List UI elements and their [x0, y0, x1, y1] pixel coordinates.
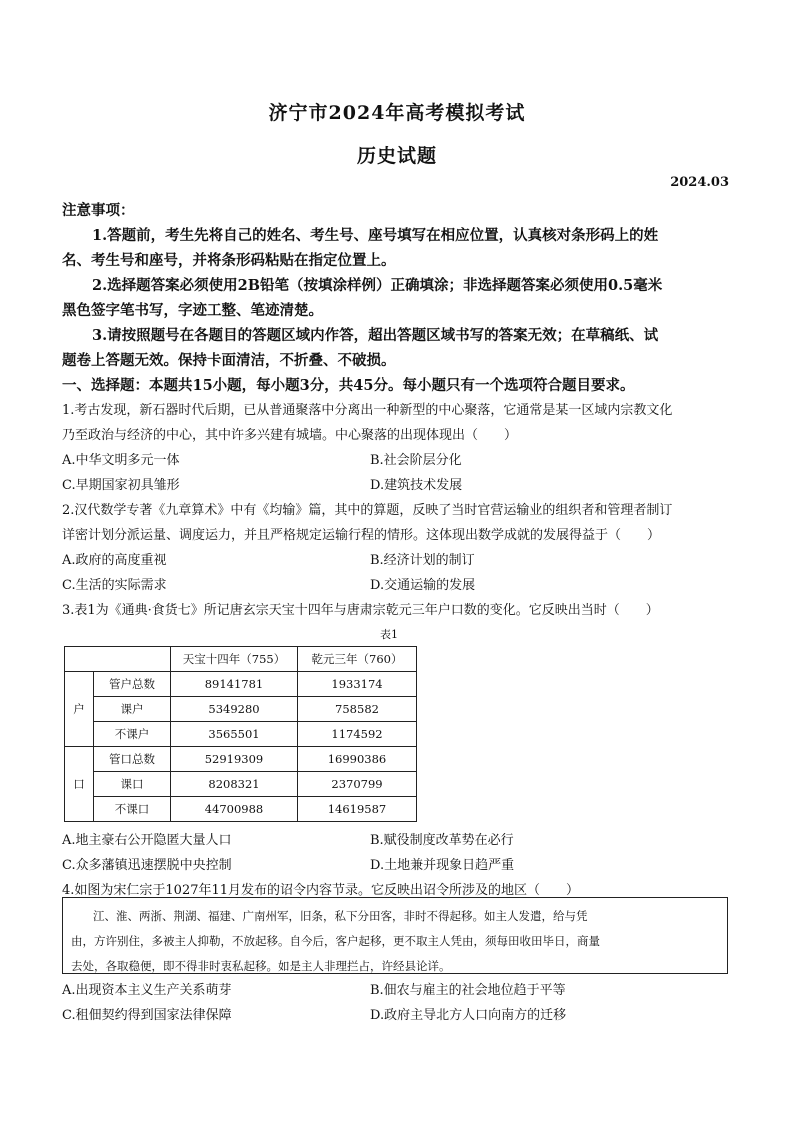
table-row-label: 管口总数	[94, 747, 171, 772]
table-cell: 16990386	[298, 747, 417, 772]
edict-excerpt-box	[62, 897, 728, 974]
q2-option-a: A.政府的高度重视	[62, 553, 167, 568]
notice-heading: 注意事项：	[62, 202, 135, 219]
q3-stem: 3.表1为《通典·食货七》所记唐玄宗天宝十四年与唐肃宗乾元三年户口数的变化。它反映出当时（ ）	[62, 603, 659, 618]
table-row	[65, 722, 417, 747]
q3-option-d: D.土地兼并现象日趋严重	[370, 858, 515, 873]
table-row-label: 不课口	[94, 797, 171, 822]
q4-option-a: A.出现资本主义生产关系萌芽	[62, 983, 232, 998]
table-col-header: 天宝十四年（755）	[171, 647, 298, 672]
q2-stem-line-2: 详密计划分派运量、调度运力，并且严格规定运输行程的情形。这体现出数学成就的发展得益于（ ）	[62, 528, 661, 543]
q2-option-b: B.经济计划的制订	[370, 553, 475, 568]
table-row	[65, 697, 417, 722]
table-row	[65, 772, 417, 797]
table-cell: 44700988	[171, 797, 298, 822]
q4-option-c: C.租佃契约得到国家法律保障	[62, 1008, 232, 1023]
q2-stem-line-1: 2.汉代数学专著《九章算术》中有《均输》篇，其中的算题，反映了当时官营运输业的组织者和管理者制订	[62, 503, 673, 518]
exam-title: 济宁市2024年高考模拟考试	[268, 102, 526, 124]
notice-item-3-line-1: 3.请按照题号在各题目的答题区域内作答，超出答题区域书写的答案无效；在草稿纸、试	[92, 327, 659, 344]
q1-option-c: C.早期国家初具雏形	[62, 478, 180, 493]
table-cell: 3565501	[171, 722, 298, 747]
table-row-label: 课户	[94, 697, 171, 722]
table-row	[65, 747, 417, 772]
table-row-label: 不课户	[94, 722, 171, 747]
table-cell: 89141781	[171, 672, 298, 697]
section-heading: 一、选择题：本题共15小题，每小题3分，共45分。每小题只有一个选项符合题目要求。	[62, 377, 635, 394]
notice-item-2-line-1: 2.选择题答案必须使用2B铅笔（按填涂样例）正确填涂；非选择题答案必须使用0.5毫米	[92, 277, 663, 294]
q4-stem: 4.如图为宋仁宗于1027年11月发布的诏令内容节录。它反映出诏令所涉及的地区（ ）	[62, 883, 580, 898]
table-caption: 表1	[380, 628, 398, 641]
q2-option-c: C.生活的实际需求	[62, 578, 167, 593]
table-cell: 52919309	[171, 747, 298, 772]
notice-item-1-line-2: 名、考生号和座号，并将条形码粘贴在指定位置上。	[62, 252, 396, 269]
q3-option-c: C.众多藩镇迅速摆脱中央控制	[62, 858, 232, 873]
household-table	[64, 646, 417, 822]
table-header-row	[65, 647, 417, 672]
q1-option-b: B.社会阶层分化	[370, 453, 462, 468]
table-row-label: 管户总数	[94, 672, 171, 697]
table-row-label: 课口	[94, 772, 171, 797]
table-group-label: 户	[65, 672, 94, 747]
q4-option-d: D.政府主导北方人口向南方的迁移	[370, 1008, 567, 1023]
edict-line-3: 去处，各取稳便，即不得非时衷私起移。如是主人非理拦占，许经县论详。	[71, 959, 451, 973]
q4-option-b: B.佃农与雇主的社会地位趋于平等	[370, 983, 566, 998]
q2-option-d: D.交通运输的发展	[370, 578, 476, 593]
q3-option-a: A.地主豪右公开隐匿大量人口	[62, 833, 232, 848]
table-cell: 8208321	[171, 772, 298, 797]
q1-stem-line-2: 乃至政治与经济的中心，其中许多兴建有城墙。中心聚落的出现体现出（ ）	[62, 428, 518, 443]
notice-item-1-line-1: 1.答题前，考生先将自己的姓名、考生号、座号填写在相应位置，认真核对条形码上的姓	[92, 227, 659, 244]
notice-item-3-line-2: 题卷上答题无效。保持卡面清洁，不折叠、不破损。	[62, 352, 396, 369]
table-cell: 1174592	[298, 722, 417, 747]
edict-line-2: 由，方许别住，多被主人抑勒，不放起移。自今后，客户起移，更不取主人凭由，须每田收田毕日，商量	[71, 934, 600, 948]
exam-date: 2024.03	[670, 175, 729, 190]
table-group-label: 口	[65, 747, 94, 822]
exam-subtitle: 历史试题	[356, 145, 437, 167]
table-cell: 14619587	[298, 797, 417, 822]
notice-item-2-line-2: 黑色签字笔书写，字迹工整、笔迹清楚。	[62, 302, 323, 319]
table-col-header: 乾元三年（760）	[298, 647, 417, 672]
table-cell: 5349280	[171, 697, 298, 722]
q3-option-b: B.赋役制度改革势在必行	[370, 833, 514, 848]
q1-stem-line-1: 1.考古发现，新石器时代后期，已从普通聚落中分离出一种新型的中心聚落，它通常是某一区域内宗教文化	[62, 403, 673, 418]
table-cell: 758582	[298, 697, 417, 722]
table-row	[65, 672, 417, 697]
edict-line-1: 江、淮、两浙、荆湖、福建、广南州军，旧条，私下分田客，非时不得起移。如主人发遣，给与凭	[93, 909, 588, 923]
q1-option-a: A.中华文明多元一体	[62, 453, 180, 468]
q1-option-d: D.建筑技术发展	[370, 478, 463, 493]
table-cell: 2370799	[298, 772, 417, 797]
table-row	[65, 797, 417, 822]
table-corner-cell	[65, 647, 171, 672]
table-cell: 1933174	[298, 672, 417, 697]
